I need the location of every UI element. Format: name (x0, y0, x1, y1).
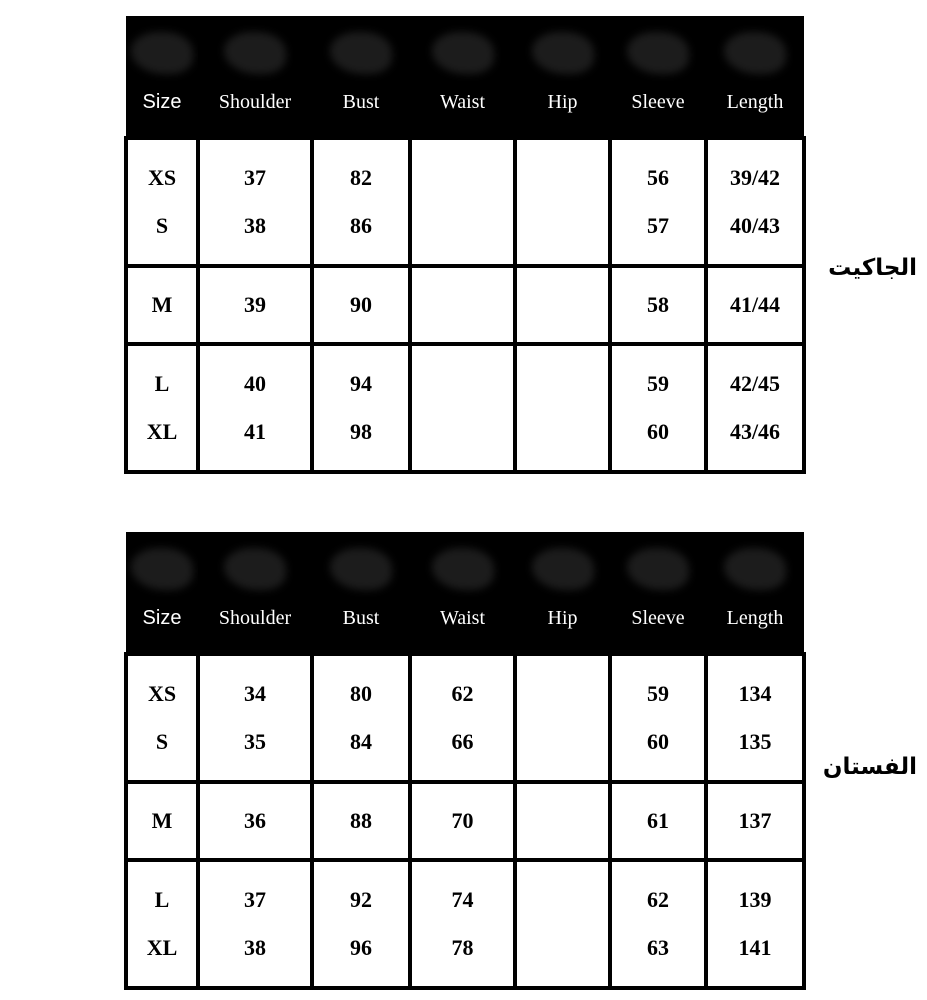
bust-value: 96 (350, 935, 372, 960)
waist-value: 78 (451, 935, 474, 960)
column-header-size (126, 532, 198, 654)
column-header-label: Bust (342, 91, 380, 113)
length-cell (706, 138, 804, 266)
bust-cell (312, 138, 410, 266)
size-value: M (151, 292, 173, 317)
shoulder-value: 37 (244, 165, 266, 190)
size-value: XL (146, 935, 178, 960)
hip-value (517, 281, 608, 329)
column-header-length (706, 16, 804, 138)
size-value: XS (147, 681, 177, 706)
column-header-hip (515, 532, 610, 654)
redacted-mark (131, 548, 193, 590)
sleeve-value: 62 (647, 887, 669, 912)
waist-value (412, 360, 513, 408)
hip-value (517, 924, 608, 972)
hip-cell (515, 860, 610, 988)
size-value: M (151, 808, 173, 833)
column-header-waist (410, 532, 515, 654)
waist-cell (410, 266, 515, 344)
size-cell (126, 344, 198, 472)
waist-cell (410, 782, 515, 860)
redacted-mark (224, 32, 286, 74)
shoulder-cell (198, 654, 312, 782)
shoulder-value: 38 (244, 213, 266, 238)
bust-cell (312, 782, 410, 860)
column-header-size (126, 16, 198, 138)
shoulder-cell (198, 138, 312, 266)
shoulder-value: 37 (244, 887, 266, 912)
redacted-mark (432, 32, 494, 74)
length-cell (706, 782, 804, 860)
shoulder-cell (198, 860, 312, 988)
shoulder-value: 36 (244, 808, 266, 833)
size-cell (126, 860, 198, 988)
hip-cell (515, 654, 610, 782)
column-header-length (706, 532, 804, 654)
sleeve-value: 60 (647, 729, 669, 754)
hip-cell (515, 782, 610, 860)
size-cell (126, 266, 198, 344)
bust-cell (312, 654, 410, 782)
redacted-mark (532, 548, 594, 590)
sleeve-value: 57 (647, 213, 669, 238)
sleeve-value: 58 (647, 292, 669, 317)
size-value: L (154, 887, 170, 912)
hip-value (517, 797, 608, 845)
waist-value: 62 (451, 681, 474, 706)
column-header-label: Size (142, 91, 182, 113)
waist-cell (410, 654, 515, 782)
sleeve-cell (610, 138, 706, 266)
header-row (126, 16, 804, 138)
column-header-label: Shoulder (218, 91, 292, 113)
shoulder-cell (198, 266, 312, 344)
waist-value: 74 (451, 887, 474, 912)
jacket-size-table (124, 16, 806, 474)
sleeve-value: 60 (647, 419, 669, 444)
redacted-mark (432, 548, 494, 590)
size-group-row (126, 860, 804, 988)
redacted-mark (627, 548, 689, 590)
size-group-row (126, 782, 804, 860)
size-cell (126, 138, 198, 266)
bust-value: 92 (350, 887, 372, 912)
sleeve-value: 59 (647, 681, 669, 706)
jacket-size-chart (124, 16, 802, 474)
bust-value: 94 (350, 371, 372, 396)
hip-value (517, 408, 608, 456)
redacted-mark (131, 32, 193, 74)
size-cell (126, 782, 198, 860)
bust-cell (312, 344, 410, 472)
column-header-label: Waist (439, 91, 486, 113)
redacted-mark (330, 548, 392, 590)
length-value: 43/46 (729, 419, 781, 444)
length-value: 137 (738, 808, 772, 833)
waist-value (412, 202, 513, 250)
redacted-mark (724, 548, 786, 590)
bust-value: 82 (350, 165, 372, 190)
waist-value (412, 154, 513, 202)
hip-value (517, 670, 608, 718)
column-header-label: Size (142, 607, 182, 629)
sleeve-cell (610, 860, 706, 988)
waist-cell (410, 138, 515, 266)
column-header-shoulder (198, 532, 312, 654)
header-row (126, 532, 804, 654)
column-header-waist (410, 16, 515, 138)
column-header-label: Bust (342, 607, 380, 629)
size-group-row (126, 138, 804, 266)
length-value: 39/42 (729, 165, 781, 190)
length-value: 141 (738, 935, 772, 960)
shoulder-value: 38 (244, 935, 266, 960)
shoulder-value: 40 (244, 371, 266, 396)
shoulder-value: 39 (244, 292, 266, 317)
redacted-mark (224, 548, 286, 590)
waist-value: 66 (451, 729, 474, 754)
sleeve-cell (610, 344, 706, 472)
column-header-sleeve (610, 532, 706, 654)
dress-label: الفستان (822, 754, 917, 780)
hip-value (517, 202, 608, 250)
redacted-mark (532, 32, 594, 74)
hip-value (517, 154, 608, 202)
shoulder-value: 41 (244, 419, 266, 444)
column-header-label: Length (726, 91, 784, 113)
column-header-bust (312, 532, 410, 654)
hip-value (517, 360, 608, 408)
size-value: XL (146, 419, 178, 444)
size-value: S (155, 729, 169, 754)
dress-size-chart (124, 532, 802, 990)
length-value: 40/43 (729, 213, 781, 238)
column-header-label: Sleeve (631, 607, 685, 629)
bust-value: 84 (350, 729, 372, 754)
redacted-mark (627, 32, 689, 74)
hip-cell (515, 344, 610, 472)
column-header-label: Length (726, 607, 784, 629)
waist-value (412, 408, 513, 456)
size-value: S (155, 213, 169, 238)
shoulder-cell (198, 782, 312, 860)
waist-value: 70 (451, 808, 474, 833)
length-cell (706, 344, 804, 472)
redacted-mark (330, 32, 392, 74)
size-cell (126, 654, 198, 782)
length-cell (706, 860, 804, 988)
sleeve-value: 63 (647, 935, 669, 960)
sleeve-value: 56 (647, 165, 669, 190)
dress-size-table (124, 532, 806, 990)
length-value: 42/45 (729, 371, 781, 396)
sleeve-cell (610, 266, 706, 344)
bust-cell (312, 860, 410, 988)
column-header-label: Hip (547, 91, 578, 113)
waist-cell (410, 860, 515, 988)
column-header-label: Hip (547, 607, 578, 629)
column-header-label: Waist (439, 607, 486, 629)
column-header-label: Shoulder (218, 607, 292, 629)
bust-cell (312, 266, 410, 344)
bust-value: 98 (350, 419, 372, 444)
column-header-label: Sleeve (631, 91, 685, 113)
column-header-hip (515, 16, 610, 138)
size-value: XS (147, 165, 177, 190)
bust-value: 88 (350, 808, 372, 833)
waist-cell (410, 344, 515, 472)
size-group-row (126, 654, 804, 782)
hip-cell (515, 138, 610, 266)
size-group-row (126, 266, 804, 344)
length-cell (706, 654, 804, 782)
sleeve-cell (610, 654, 706, 782)
shoulder-cell (198, 344, 312, 472)
waist-value (412, 281, 513, 329)
shoulder-value: 34 (244, 681, 266, 706)
hip-value (517, 718, 608, 766)
column-header-shoulder (198, 16, 312, 138)
bust-value: 90 (350, 292, 372, 317)
length-cell (706, 266, 804, 344)
redacted-mark (724, 32, 786, 74)
length-value: 41/44 (729, 292, 781, 317)
column-header-sleeve (610, 16, 706, 138)
length-value: 139 (738, 887, 772, 912)
length-value: 135 (738, 729, 772, 754)
sleeve-cell (610, 782, 706, 860)
column-header-bust (312, 16, 410, 138)
length-value: 134 (738, 681, 772, 706)
size-value: L (154, 371, 170, 396)
size-group-row (126, 344, 804, 472)
bust-value: 86 (350, 213, 372, 238)
hip-cell (515, 266, 610, 344)
sleeve-value: 59 (647, 371, 669, 396)
sleeve-value: 61 (647, 808, 669, 833)
hip-value (517, 876, 608, 924)
jacket-label: الجاكيت (828, 255, 917, 281)
bust-value: 80 (350, 681, 372, 706)
shoulder-value: 35 (244, 729, 266, 754)
